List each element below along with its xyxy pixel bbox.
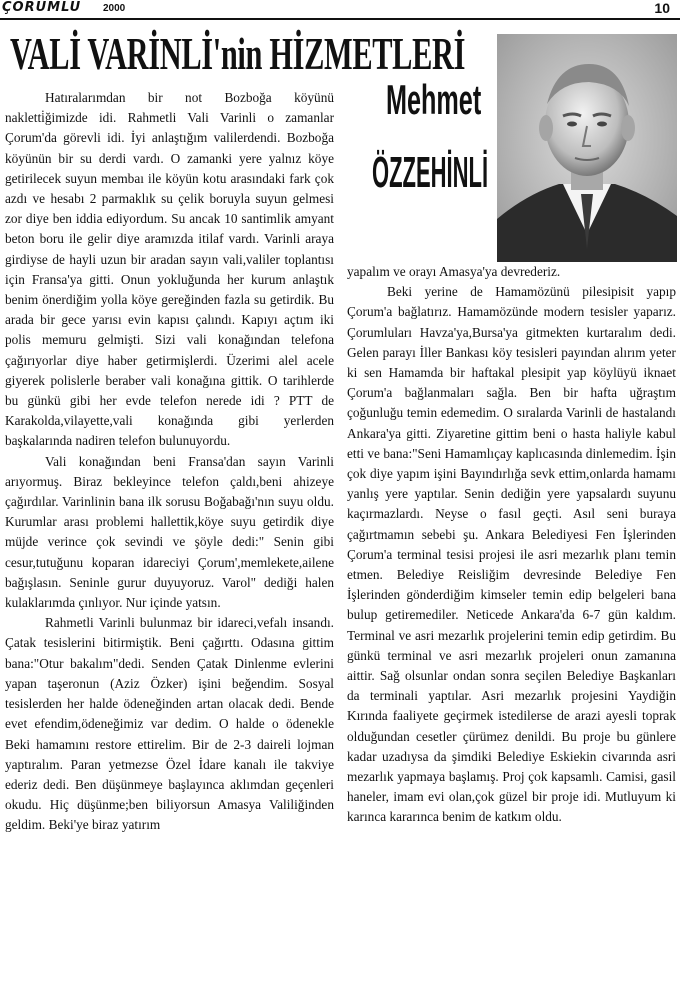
author-last-name: ÖZZEHİNLİ — [372, 148, 489, 197]
newspaper-logo: ÇORUMLU — [2, 0, 82, 15]
issue-year: 2000 — [103, 3, 126, 14]
article-column-left — [5, 88, 334, 836]
paragraph: Rahmetli Varinli bulunmaz bir idareci,vefalı insandı. Çatak tesislerini bitirmiştik. Beni çağırttı. Odasına gittim bana:"Otur bakalım"dedi. Senden Çatak Dinlenme evlerini yapan taşeronun (Aziz Özker) işini beğendim. Sosyal tesislerden her halde ödeneğinden artan olacak dedi. Bende evet efendim,ödeneğimiz var dedim. O halde o ödenekle Beki hamamını restore ettirelim. Bir de 2-3 daireli lojman yaptıralım. Paran yetmezse Özel İdare kanalı ile takviye ederiz dedi. Ben düşünmeye başlayınca aklımdan geçenleri okudu. Hiç düşünme;ben biliyorsun Amasya Valiliğinden geldim. Beki'ye biraz yatırım — [5, 615, 334, 833]
paragraph: Vali konağından beni Fransa'dan sayın Varinli arıyormuş. Biraz bekleyince telefon çaldı,beni ahizeye çağırdılar. Varinlinin bana ilk sorusu Boğabağı'nın suyu oldu. Kurumlar arası problemi hallettik,köye suyu getirdik diye müjde verince çok sevindi ve şöyle dedi:" Senin gibi cesur,tutuğunu koparan idareciyi Çorum',memlekete,ailene bağışlasın. Seninle gurur duyuyoruz. Varol" dediği halen kulaklarımda çınlıyor. Nur içinde yatsın. — [5, 453, 334, 611]
paragraph: Hatıralarımdan bir not Bozboğa köyünü nakletti̇ğimizde idi. Rahmetli Vali Varinli o zamanlar Çorum'da görevli idi. İyi anlaştığım valilerdendi. Bozboğa köyünün bir su derdi vardı. O zamanki yere yalnız köye getirilecek suyun membaı ile köyün kotu arasındaki fark çok azdı ve hesabı 2 parmaklık su çelik boruyla suyun gelmesi zor diye ben iddia ediyordum. Su ancak 10 santimlik amyant beton boru ile gelir diye aramızda itilaf vardı. Varinli araya girdiyse de hayli uzun bir aradan sayın vali,valiler toplantısı için Fransa'ya gitti. Onun yokluğunda her kurum anlaştık benim önerdiğim yolla köye gereğinden fazla su getirdik. Bu arada bir gece yarısı evin kapısı çalındı. Kapıyı açtım iki polis memuru gelmişti. Sizi vali konağından telefona çağırıyorlar diye haber getirmişlerdi. Üzerimi alel acele giyerek polislerle beraber vali konağına gittik. O tarihlerde bu günkü gibi her evde telefon nerede idi ? PTT de Karakolda,vilayette,vali konağında gibi yerlerden başkalarında nadiren telefon bulunuyordu. — [5, 90, 334, 449]
article-column-right — [347, 262, 676, 828]
portrait-photo-icon — [497, 34, 677, 262]
author-first-name: Mehmet — [386, 76, 482, 123]
paragraph: yapalım ve orayı Amasya'ya devrederiz. — [347, 264, 561, 279]
masthead-rule — [0, 18, 680, 20]
page-number: 10 — [654, 0, 670, 16]
masthead — [0, 0, 680, 20]
author-portrait-photo — [497, 34, 677, 262]
article-headline: VALİ VARİNLİ'nin HİZMETLERİ — [10, 28, 466, 79]
paragraph: Beki yerine de Hamamözünü pilesipisit yapıp Çorum'a bağlatırız. Hamamözünde modern tesisler yaparız. Çorumluları Havza'ya,Bursa'ya gitmekten kurtaralım dedi. Gelen parayı İller Bankası köy tesisleri payından alırım yeter ki sen Hamamda bir haftakal plesipit yap köylüyü iknaet Çorum'a bağlanmaları sağla. Ben bir hafta uğraştım çoğunluğu temin edemedim. O sıralarda Varinli de hastalandı Ankara'ya gitti. Ziyaretine gittim beni o hasta haliyle kabul etti ve bana:"Seni Hamamlıçay kaplıcasında dinlemedim. İşin çok diye yapım işini Bayındırlığa sevk ettim,onlarda hamamı yanlış yere yaptılar. Senin dediğin yere yapsalardı suyunu kaçırmazlardı. Neyse o fasıl geçti. Asıl seni buraya çağırtmamın sebebi şu. Ankara Belediyesi Fen İşlerinden Çorum'a terminal tesisi projesi ile asri mezarlık planı temin etmen. Belediye Reisliğim devresinde Belediye Fen İşlerinden gönderdiğim kimseler temin edip belgeleri bana bulup getiremediler. Neticede Ankara'da 6-7 gün kaldım. Terminal ve asri mezarlık projelerini temin edip getirdim. Bu günkü terminal ve asri mezarlık projeleri onun zamanına aittir. Sağ olsunlar ondan sonra seçilen Belediye Başkanları da terminali yaptılar. Asri mezarlık projesini Yaydiğin Kırında faaliyete geçirmek istedilerse de arazi ayesli toprak olduğundan cesetler çürümez denildi. Bu proje bu günlere kadar uzadıysa da şimdiki Belediye Eskiekin civarında asri mezarlık yapmaya başlamış. Proj çok kapsamlı. Camisi, gasil haneler, imam evi olan,çok güzel bir proje idi. Mutluyum ki karınca kararınca benim de katkım oldu. — [347, 284, 676, 825]
